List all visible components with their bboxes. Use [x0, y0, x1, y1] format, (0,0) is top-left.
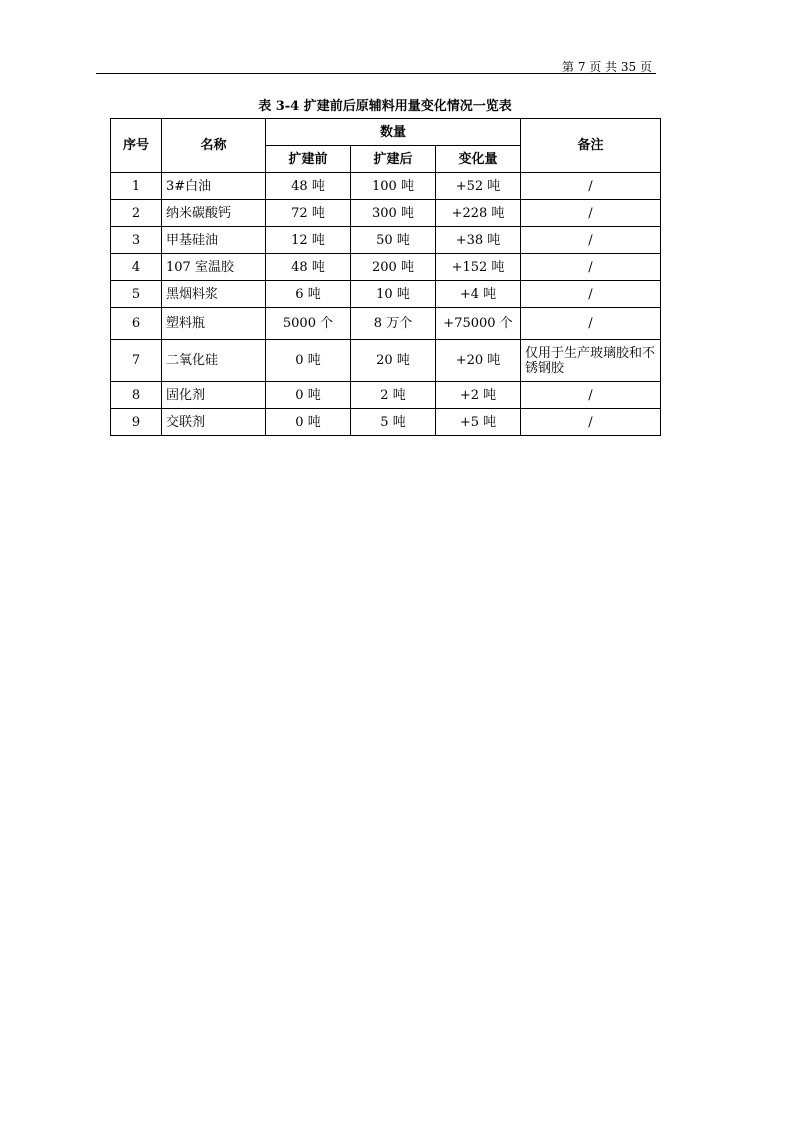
cell-seq: 2 [111, 200, 162, 227]
cell-change: +75000 个 [436, 308, 521, 340]
header-after: 扩建后 [351, 146, 436, 173]
cell-name: 甲基硅油 [162, 227, 266, 254]
cell-remark: / [521, 281, 661, 308]
cell-before: 0 吨 [266, 382, 351, 409]
cell-after: 50 吨 [351, 227, 436, 254]
cell-after: 2 吨 [351, 382, 436, 409]
cell-before: 48 吨 [266, 254, 351, 281]
cell-seq: 6 [111, 308, 162, 340]
cell-seq: 1 [111, 173, 162, 200]
cell-name: 纳米碳酸钙 [162, 200, 266, 227]
cell-remark: 仅用于生产玻璃胶和不锈钢胶 [521, 340, 661, 382]
header-seq: 序号 [111, 119, 162, 173]
table-row [111, 227, 661, 254]
cell-name: 塑料瓶 [162, 308, 266, 340]
table-row [111, 409, 661, 436]
cell-name: 107 室温胶 [162, 254, 266, 281]
cell-before: 0 吨 [266, 409, 351, 436]
table-caption: 表 3-4 扩建前后原辅料用量变化情况一览表 [258, 99, 512, 114]
header-change: 变化量 [436, 146, 521, 173]
cell-change: +38 吨 [436, 227, 521, 254]
cell-change: +5 吨 [436, 409, 521, 436]
cell-before: 48 吨 [266, 173, 351, 200]
cell-remark: / [521, 254, 661, 281]
header-rule [96, 73, 656, 74]
table-row [111, 281, 661, 308]
header-remark: 备注 [521, 119, 661, 173]
cell-remark: / [521, 409, 661, 436]
cell-remark: / [521, 227, 661, 254]
cell-name: 交联剂 [162, 409, 266, 436]
header-before: 扩建前 [266, 146, 351, 173]
cell-change: +4 吨 [436, 281, 521, 308]
table-row [111, 173, 661, 200]
cell-remark: / [521, 173, 661, 200]
table-row [111, 254, 661, 281]
cell-remark: / [521, 308, 661, 340]
cell-before: 5000 个 [266, 308, 351, 340]
cell-before: 6 吨 [266, 281, 351, 308]
cell-seq: 3 [111, 227, 162, 254]
cell-change: +152 吨 [436, 254, 521, 281]
cell-after: 100 吨 [351, 173, 436, 200]
cell-after: 8 万个 [351, 308, 436, 340]
table-row [111, 200, 661, 227]
cell-seq: 7 [111, 340, 162, 382]
header-quantity: 数量 [266, 119, 521, 146]
cell-name: 固化剂 [162, 382, 266, 409]
cell-after: 20 吨 [351, 340, 436, 382]
cell-seq: 8 [111, 382, 162, 409]
cell-before: 0 吨 [266, 340, 351, 382]
cell-after: 300 吨 [351, 200, 436, 227]
materials-table [110, 118, 661, 436]
cell-after: 5 吨 [351, 409, 436, 436]
cell-change: +228 吨 [436, 200, 521, 227]
cell-before: 12 吨 [266, 227, 351, 254]
table-row [111, 382, 661, 409]
cell-change: +2 吨 [436, 382, 521, 409]
cell-remark: / [521, 200, 661, 227]
cell-before: 72 吨 [266, 200, 351, 227]
cell-seq: 5 [111, 281, 162, 308]
cell-change: +52 吨 [436, 173, 521, 200]
cell-after: 200 吨 [351, 254, 436, 281]
cell-seq: 4 [111, 254, 162, 281]
cell-remark: / [521, 382, 661, 409]
header-row-1 [111, 119, 661, 146]
page-header [96, 60, 656, 74]
cell-name: 黑烟料浆 [162, 281, 266, 308]
cell-change: +20 吨 [436, 340, 521, 382]
page-number: 第 7 页 共 35 页 [562, 60, 652, 74]
header-name: 名称 [162, 119, 266, 173]
table-row [111, 340, 661, 382]
cell-after: 10 吨 [351, 281, 436, 308]
cell-name: 3#白油 [162, 173, 266, 200]
cell-seq: 9 [111, 409, 162, 436]
table-row [111, 308, 661, 340]
cell-name: 二氧化硅 [162, 340, 266, 382]
